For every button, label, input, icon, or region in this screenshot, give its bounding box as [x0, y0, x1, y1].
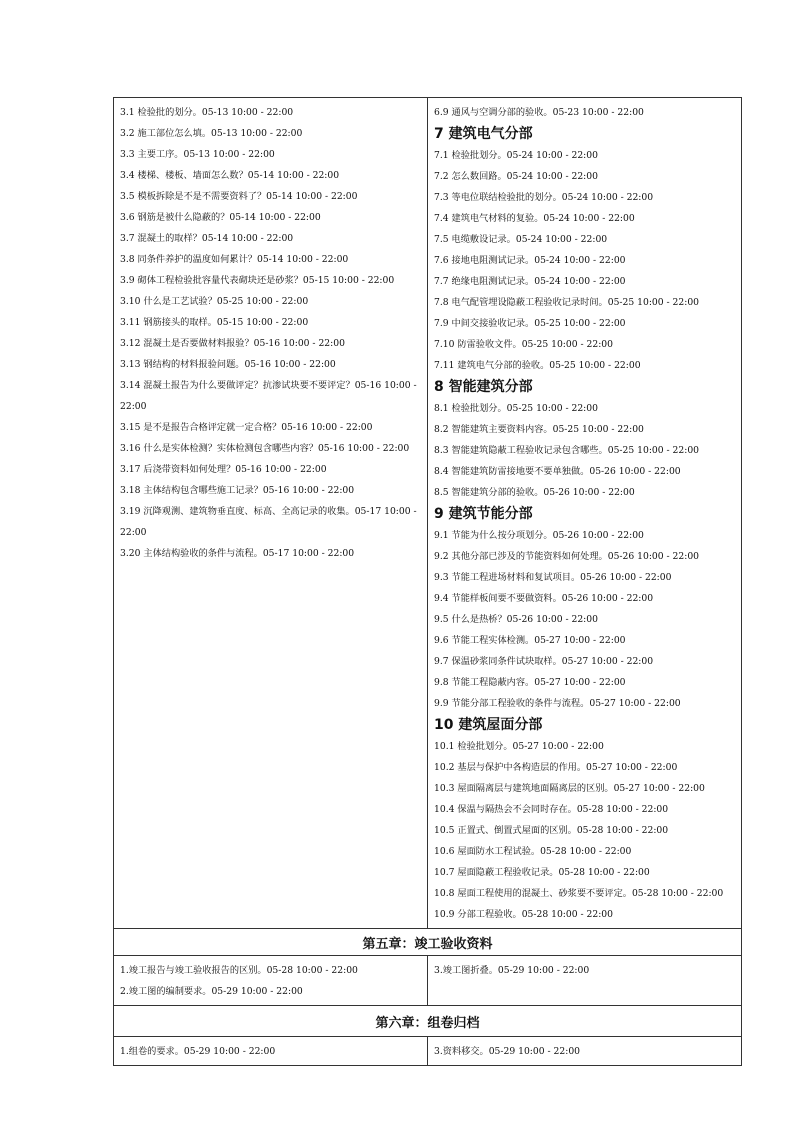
list-item: 3.16 什么是实体检测？实体检测包含哪些内容？05-16 10:00 - 22:00 [120, 443, 410, 454]
list-item: 8.1 检验批划分。05-25 10:00 - 22:00 [434, 403, 598, 414]
list-item: 1.组卷的要求。05-29 10:00 - 22:00 [120, 1046, 276, 1057]
list-item: 3.3 主要工序。05-13 10:00 - 22:00 [120, 149, 275, 160]
list-item: 7.2 怎么数回路。05-24 10:00 - 22:00 [434, 171, 598, 182]
list-item: 3.8 同条件养护的温度如何累计？05-14 10:00 - 22:00 [120, 254, 349, 265]
list-item: 9.3 节能工程进场材料和复试项目。05-26 10:00 - 22:00 [434, 572, 672, 583]
chapter6-left-cell [114, 1037, 428, 1066]
list-item: 10.3 屋面隔离层与建筑地面隔离层的区别。05-27 10:00 - 22:00 [434, 783, 705, 794]
list-item: 10.7 屋面隐蔽工程验收记录。05-28 10:00 - 22:00 [434, 867, 650, 878]
list-item: 2.竣工图的编制要求。05-29 10:00 - 22:00 [120, 986, 303, 997]
chapter5-left-cell [114, 956, 428, 1006]
list-item: 7.7 绝缘电阻测试记录。05-24 10:00 - 22:00 [434, 276, 626, 287]
list-item: 8.5 智能建筑分部的验收。05-26 10:00 - 22:00 [434, 487, 635, 498]
chapter6-left-list [114, 1037, 427, 1065]
list-item: 10.6 屋面防水工程试验。05-28 10:00 - 22:00 [434, 846, 632, 857]
document-page [113, 97, 741, 1066]
list-item: 7.6 接地电阻测试记录。05-24 10:00 - 22:00 [434, 255, 626, 266]
list-item: 3.20 主体结构验收的条件与流程。05-17 10:00 - 22:00 [120, 548, 355, 559]
chapter5-right-list [428, 956, 741, 984]
list-item: 7.1 检验批划分。05-24 10:00 - 22:00 [434, 150, 598, 161]
section-top-row [114, 98, 742, 929]
list-item: 3.14 混凝土报告为什么要做评定？抗渗试块要不要评定？05-16 10:00 - 22:00 [120, 380, 417, 412]
list-item: 7.10 防雷验收文件。05-25 10:00 - 22:00 [434, 339, 613, 350]
section-8-list [434, 398, 735, 503]
course-schedule-table [113, 97, 742, 1066]
list-item: 10.2 基层与保护中各构造层的作用。05-27 10:00 - 22:00 [434, 762, 678, 773]
list-item: 9.9 节能分部工程验收的条件与流程。05-27 10:00 - 22:00 [434, 698, 681, 709]
chapter5-title: 第五章：竣工验收资料 [114, 929, 742, 956]
list-item: 9.8 节能工程隐蔽内容。05-27 10:00 - 22:00 [434, 677, 626, 688]
left-column [114, 98, 427, 567]
list-item: 3.竣工图折叠。05-29 10:00 - 22:00 [434, 965, 590, 976]
section-7-list [434, 145, 735, 376]
list-item: 8.3 智能建筑隐蔽工程验收记录包含哪些。05-25 10:00 - 22:00 [434, 445, 700, 456]
chapter6-right-cell [428, 1037, 742, 1066]
left-column-cell [114, 98, 428, 929]
list-item: 9.1 节能为什么按分项划分。05-26 10:00 - 22:00 [434, 530, 644, 541]
list-item: 3.13 钢结构的材料报验问题。05-16 10:00 - 22:00 [120, 359, 336, 370]
list-item: 9.2 其他分部已涉及的节能资料如何处理。05-26 10:00 - 22:00 [434, 551, 700, 562]
list-item: 3.4 楼梯、楼板、墙面怎么数？05-14 10:00 - 22:00 [120, 170, 340, 181]
list-item: 7.8 电气配管埋设隐蔽工程验收记录时间。05-25 10:00 - 22:00 [434, 297, 700, 308]
list-item: 1.竣工报告与竣工验收报告的区别。05-28 10:00 - 22:00 [120, 965, 358, 976]
list-item: 7.5 电缆敷设记录。05-24 10:00 - 22:00 [434, 234, 608, 245]
list-item: 3.19 沉降观测、建筑物垂直度、标高、全高记录的收集。05-17 10:00 - 22:00 [120, 506, 417, 538]
list-item: 3.17 后浇带资料如何处理？05-16 10:00 - 22:00 [120, 464, 327, 475]
section-10-list [434, 736, 735, 925]
chapter5-row [114, 956, 742, 1006]
list-item: 10.9 分部工程验收。05-28 10:00 - 22:00 [434, 909, 613, 920]
section-heading-8: 8 智能建筑分部 [434, 379, 533, 395]
list-item: 9.5 什么是热桥？05-26 10:00 - 22:00 [434, 614, 598, 625]
chapter6-header-row [114, 1006, 742, 1037]
chapter6-right-list [428, 1037, 741, 1065]
list-item: 3.1 检验批的划分。05-13 10:00 - 22:00 [120, 107, 294, 118]
chapter6-row [114, 1037, 742, 1066]
right-column-cell [428, 98, 742, 929]
list-item: 8.2 智能建筑主要资料内容。05-25 10:00 - 22:00 [434, 424, 644, 435]
list-item: 3.2 施工部位怎么填。05-13 10:00 - 22:00 [120, 128, 303, 139]
section-heading-10: 10 建筑屋面分部 [434, 717, 543, 733]
list-item: 10.5 正置式、倒置式屋面的区别。05-28 10:00 - 22:00 [434, 825, 669, 836]
list-item: 7.3 等电位联结检验批的划分。05-24 10:00 - 22:00 [434, 192, 654, 203]
right-column [428, 98, 741, 928]
list-item: 3.11 钢筋接头的取样。05-15 10:00 - 22:00 [120, 317, 309, 328]
list-item: 9.6 节能工程实体检测。05-27 10:00 - 22:00 [434, 635, 626, 646]
list-item: 6.9 通风与空调分部的验收。05-23 10:00 - 22:00 [434, 107, 644, 118]
list-item: 7.9 中间交接验收记录。05-25 10:00 - 22:00 [434, 318, 626, 329]
list-item: 3.5 模板拆除是不是不需要资料了？05-14 10:00 - 22:00 [120, 191, 358, 202]
list-item: 8.4 智能建筑防雷接地要不要单独做。05-26 10:00 - 22:00 [434, 466, 681, 477]
list-item: 3.10 什么是工艺试验？05-25 10:00 - 22:00 [120, 296, 309, 307]
list-item: 3.12 混凝土是否要做材料报验？05-16 10:00 - 22:00 [120, 338, 345, 349]
section-9-list [434, 525, 735, 714]
chapter5-left-list [114, 956, 427, 1005]
list-item: 3.9 砌体工程检验批容量代表砌块还是砂浆？05-15 10:00 - 22:00 [120, 275, 395, 286]
list-item: 7.4 建筑电气材料的复验。05-24 10:00 - 22:00 [434, 213, 635, 224]
section-heading-9: 9 建筑节能分部 [434, 506, 533, 522]
list-item: 3.18 主体结构包含哪些施工记录？05-16 10:00 - 22:00 [120, 485, 355, 496]
list-item: 9.7 保温砂浆同条件试块取样。05-27 10:00 - 22:00 [434, 656, 654, 667]
list-item: 9.4 节能样板间要不要做资料。05-26 10:00 - 22:00 [434, 593, 654, 604]
section-heading-7: 7 建筑电气分部 [434, 126, 533, 142]
chapter5-right-cell [428, 956, 742, 1006]
chapter6-title: 第六章：组卷归档 [114, 1006, 742, 1037]
chapter5-header-row [114, 929, 742, 956]
list-item: 10.8 屋面工程使用的混凝土、砂浆要不要评定。05-28 10:00 - 22:00 [434, 888, 724, 899]
list-item: 10.4 保温与隔热会不会同时存在。05-28 10:00 - 22:00 [434, 804, 669, 815]
list-item: 3.7 混凝土的取样？05-14 10:00 - 22:00 [120, 233, 294, 244]
list-item: 3.6 钢筋是被什么隐蔽的？05-14 10:00 - 22:00 [120, 212, 321, 223]
list-item: 3.15 是不是报告合格评定就一定合格？05-16 10:00 - 22:00 [120, 422, 373, 433]
list-item: 7.11 建筑电气分部的验收。05-25 10:00 - 22:00 [434, 360, 641, 371]
list-item: 3.资料移交。05-29 10:00 - 22:00 [434, 1046, 581, 1057]
list-item: 10.1 检验批划分。05-27 10:00 - 22:00 [434, 741, 604, 752]
